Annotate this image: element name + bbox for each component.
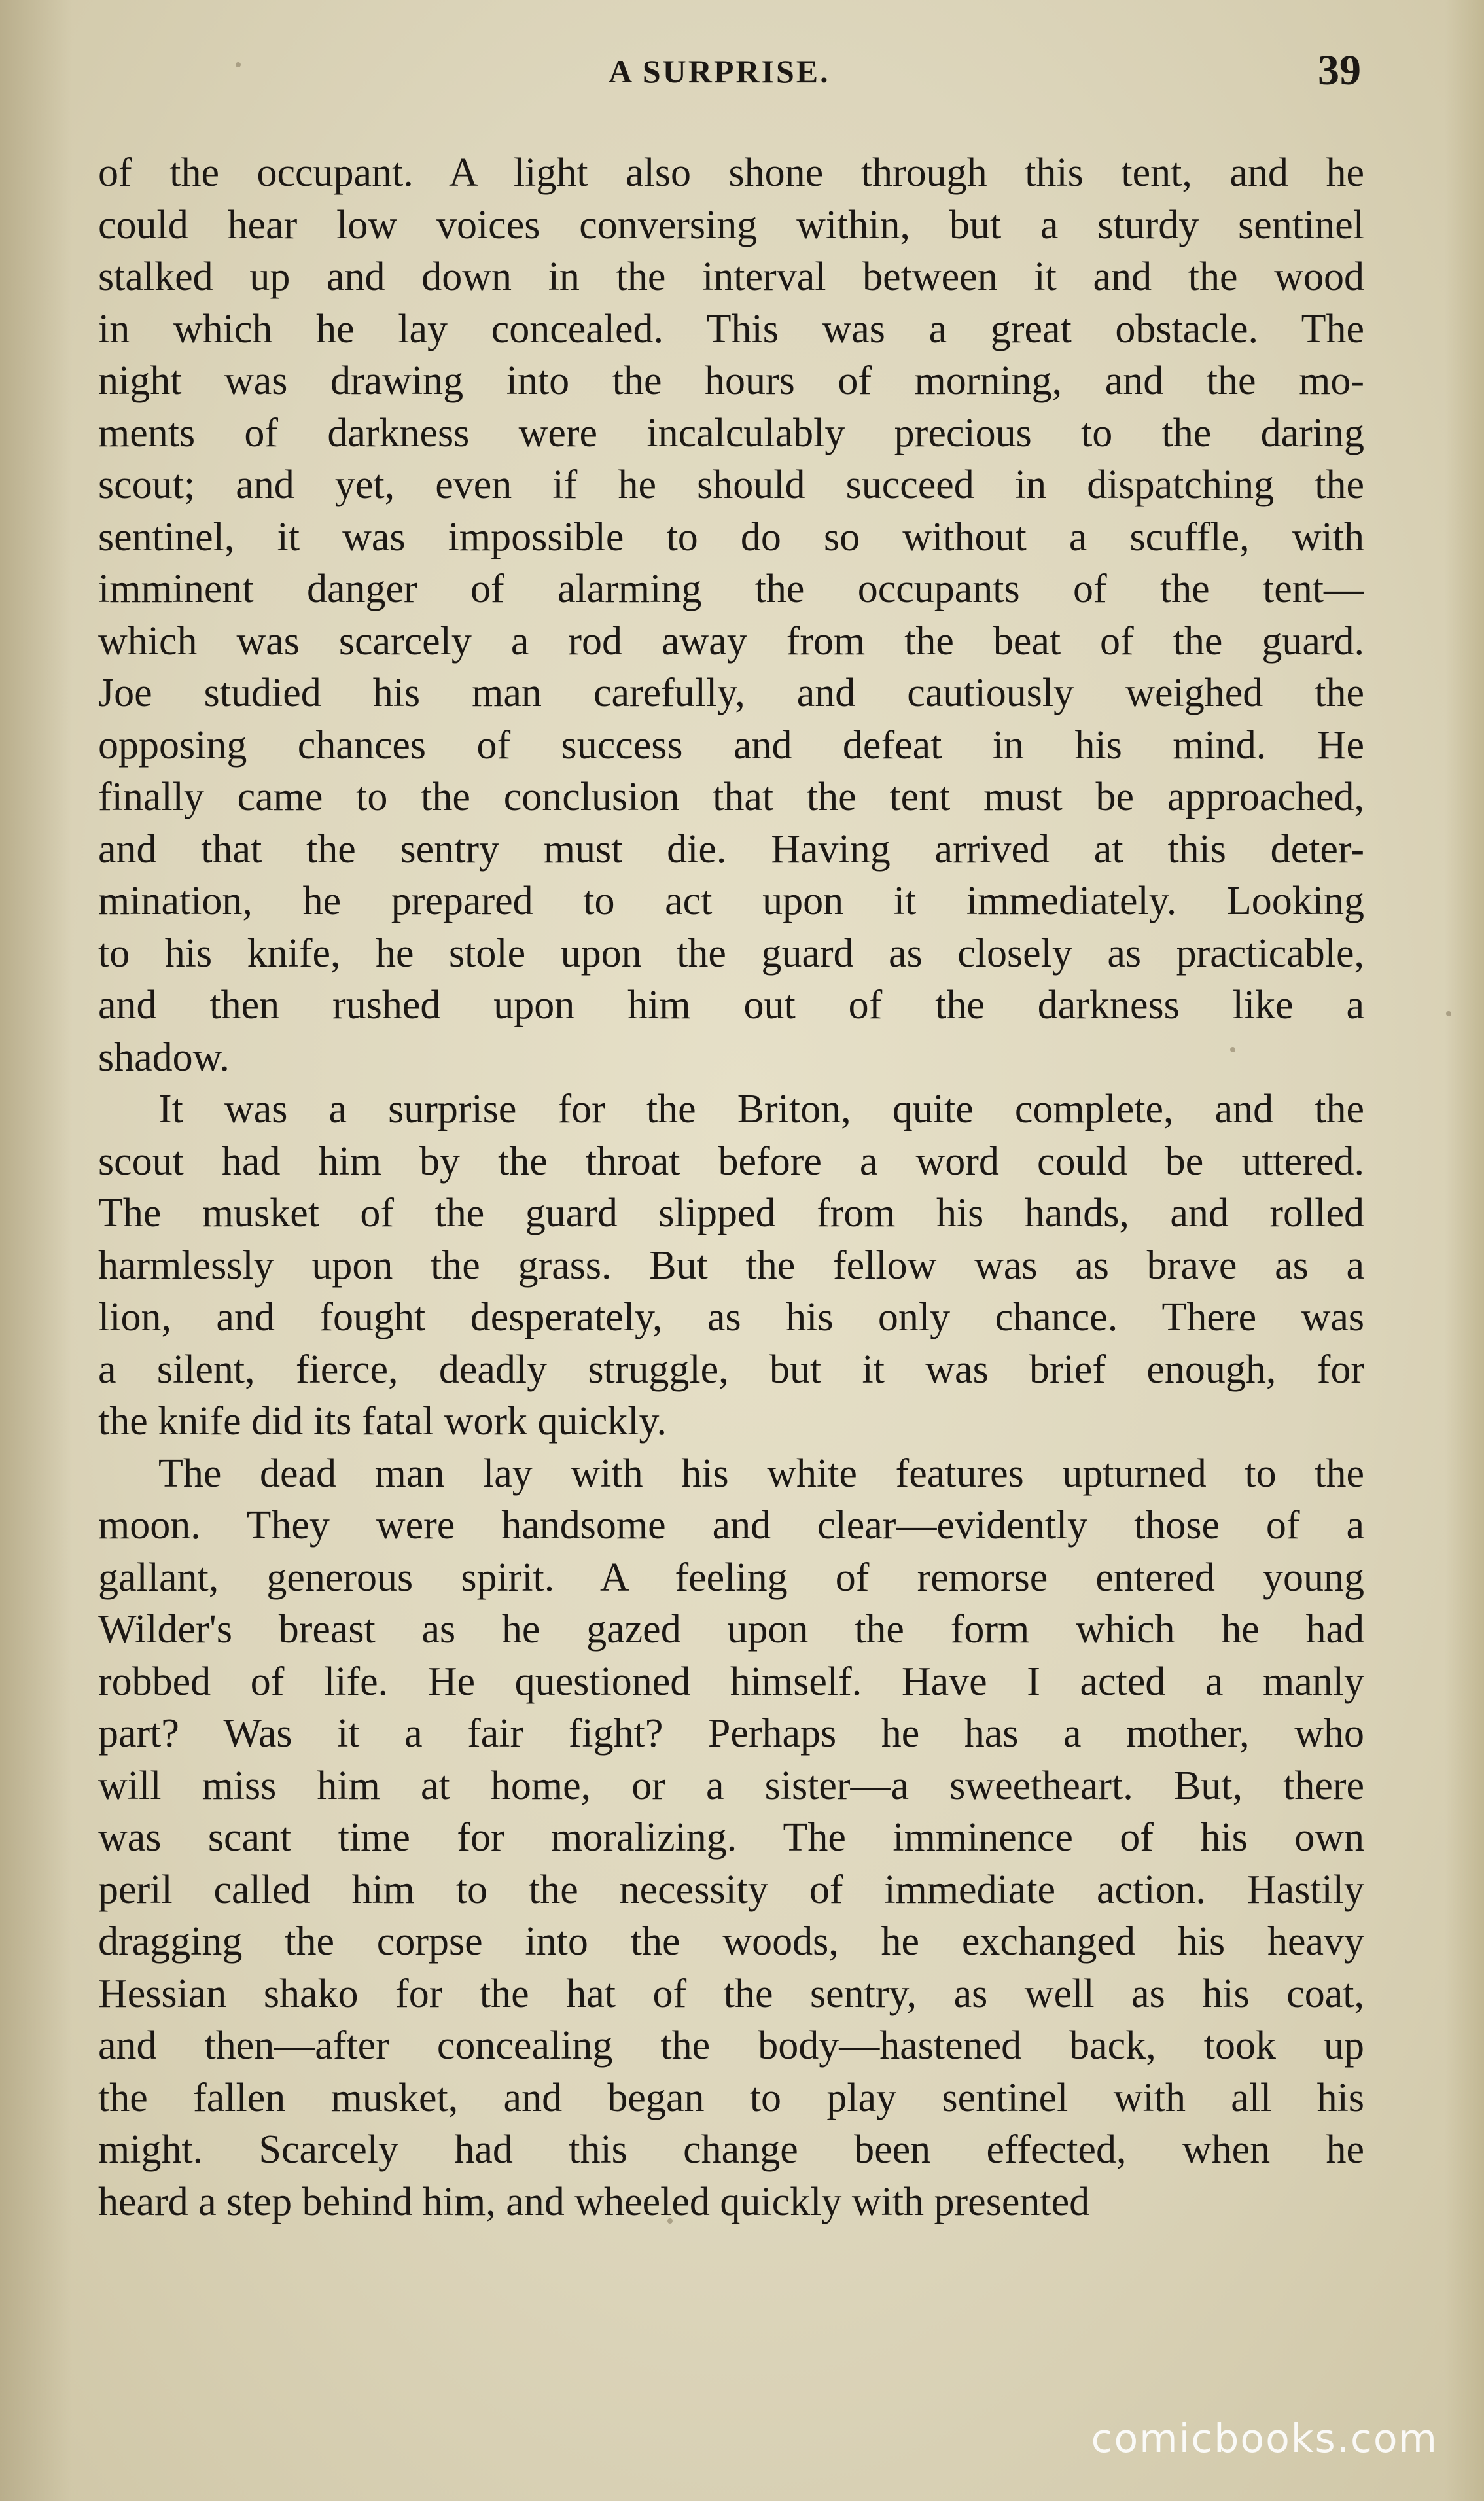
text-line: in which he lay concealed. This was a great obstacle. The <box>98 306 1364 351</box>
text-line: finally came to the conclusion that the tent must be approached, <box>98 775 1364 819</box>
text-line: dragging the corpse into the woods, he exchanged his heavy <box>98 1919 1364 1964</box>
watermark: comicbooks.com <box>1091 2416 1438 2462</box>
text-line: opposing chances of success and defeat in his mind. He <box>98 722 1364 768</box>
paragraph <box>98 1448 1364 2229</box>
text-line: might. Scarcely had this change been effected, when he <box>98 2127 1364 2172</box>
text-line: could hear low voices conversing within, but a sturdy sentinel <box>98 202 1364 247</box>
text-line: shadow. <box>98 1035 230 1080</box>
page-edge-shadow <box>1445 0 1484 2501</box>
text-line: scout; and yet, even if he should succeed in dispatching the <box>98 463 1364 507</box>
text-line: The musket of the guard slipped from his hands, and rolled <box>98 1191 1364 1235</box>
text-line: stalked up and down in the interval between it and the wood <box>98 255 1364 299</box>
text-line: the fallen musket, and began to play sentinel with all his <box>98 2075 1364 2120</box>
text-line: night was drawing into the hours of morning, and the mo- <box>98 359 1364 403</box>
text-line: Wilder's breast as he gazed upon the form which he had <box>98 1607 1364 1652</box>
body-text <box>98 147 1364 2228</box>
text-line: sentinel, it was impossible to do so without a scuffle, with <box>98 514 1364 559</box>
text-line: the knife did its fatal work quickly. <box>98 1399 667 1444</box>
text-line: scout had him by the throat before a word could be uttered. <box>98 1139 1364 1184</box>
paper-speck <box>1446 1011 1451 1016</box>
text-line: mination, he prepared to act upon it immediately. Looking <box>98 879 1364 923</box>
text-line: and then—after concealing the body—hastened back, took up <box>98 2023 1364 2068</box>
text-line: part? Was it a fair fight? Perhaps he has a mother, who <box>98 1711 1364 1756</box>
text-line: of the occupant. A light also shone through this tent, and he <box>98 151 1364 195</box>
running-title: A SURPRISE. <box>609 53 830 90</box>
text-line: to his knife, he stole upon the guard as closely as practicable, <box>98 931 1364 976</box>
text-line: ments of darkness were incalculably precious to the daring <box>98 410 1364 455</box>
page-number: 39 <box>1318 46 1361 94</box>
text-line: It was a surprise for the Briton, quite complete, and the <box>158 1087 1364 1131</box>
page-gutter-shadow <box>0 0 72 2501</box>
text-line: Joe studied his man carefully, and cautiously weighed the <box>98 671 1364 715</box>
text-line: and then rushed upon him out of the darkness like a <box>98 983 1364 1027</box>
text-line: robbed of life. He questioned himself. Have I acted a manly <box>98 1659 1364 1704</box>
text-line: and that the sentry must die. Having arrived at this deter- <box>98 826 1364 872</box>
text-line: Hessian shako for the hat of the sentry, as well as his coat, <box>98 1971 1364 2016</box>
text-line: a silent, fierce, deadly struggle, but it was brief enough, for <box>98 1347 1364 1392</box>
text-line: lion, and fought desperately, as his only chance. There was <box>98 1295 1364 1339</box>
text-line: gallant, generous spirit. A feeling of remorse entered young <box>98 1555 1364 1600</box>
text-line: was scant time for moralizing. The imminence of his own <box>98 1815 1364 1860</box>
paragraph <box>98 1084 1364 1448</box>
page-header <box>98 46 1361 118</box>
text-line: will miss him at home, or a sister—a sweetheart. But, there <box>98 1763 1364 1808</box>
text-line: peril called him to the necessity of immediate action. Hastily <box>98 1867 1364 1912</box>
text-line: The dead man lay with his white features upturned to the <box>158 1451 1364 1496</box>
text-line: which was scarcely a rod away from the beat of the guard. <box>98 618 1364 664</box>
text-line: harmlessly upon the grass. But the fellow was as brave as a <box>98 1243 1364 1288</box>
text-line: heard a step behind him, and wheeled quickly with presented <box>98 2179 1090 2224</box>
text-line: moon. They were handsome and clear—evidently those of a <box>98 1503 1364 1548</box>
text-line: imminent danger of alarming the occupants of the tent— <box>98 567 1364 611</box>
paragraph <box>98 147 1364 1084</box>
